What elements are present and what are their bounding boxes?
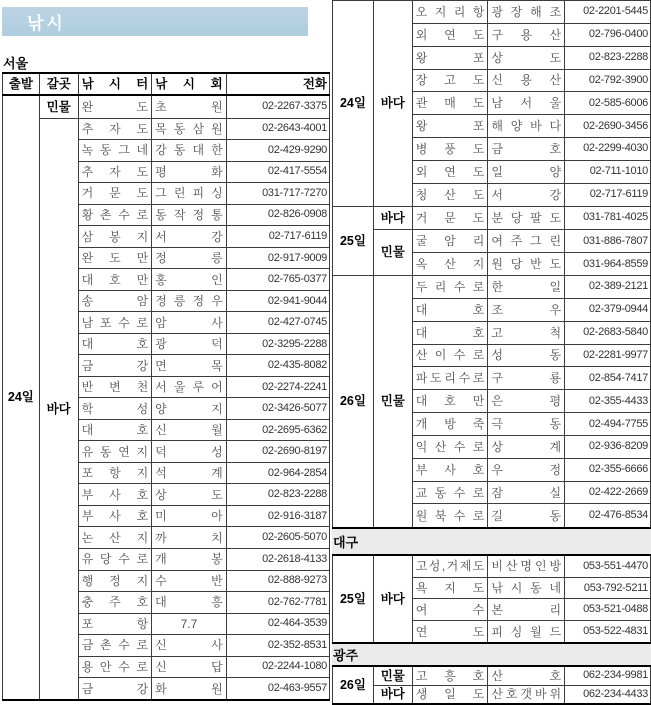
left-column bbox=[2, 0, 330, 701]
phone-cell: 053-551-4470 bbox=[565, 555, 651, 577]
phone-cell: 02-494-7755 bbox=[565, 413, 651, 436]
spot-cell: 포 항 지 bbox=[78, 462, 152, 484]
club-cell: 서 강 bbox=[152, 226, 227, 248]
phone-cell: 02-2201-5445 bbox=[565, 1, 651, 24]
spot-cell: 대 호 bbox=[78, 333, 152, 355]
dest-type-cell: 바다 bbox=[39, 118, 78, 700]
phone-cell: 02-435-8082 bbox=[226, 355, 329, 377]
club-cell: 잠 실 bbox=[488, 481, 565, 504]
club-cell: 여 주 그 린 bbox=[488, 230, 565, 253]
club-cell: 초 원 bbox=[152, 95, 227, 118]
spot-cell: 개 방 죽 bbox=[412, 413, 488, 436]
phone-cell: 031-781-4025 bbox=[565, 206, 651, 230]
phone-cell: 02-3426-5077 bbox=[226, 398, 329, 420]
club-cell: 7.7 bbox=[152, 613, 227, 635]
phone-cell: 02-2267-3375 bbox=[226, 95, 329, 118]
phone-cell: 02-2274-2241 bbox=[226, 376, 329, 398]
phone-cell: 02-422-2669 bbox=[565, 481, 651, 504]
spot-cell: 유 동 연 지 bbox=[78, 441, 152, 463]
club-cell: 면 목 bbox=[152, 355, 227, 377]
club-cell: 목 동 삼 원 bbox=[152, 118, 227, 140]
club-cell: 조 우 bbox=[488, 298, 565, 321]
right-fishing-tables bbox=[332, 0, 651, 705]
spot-cell: 완 도 만 bbox=[78, 247, 152, 269]
club-cell: 구 용 산 bbox=[488, 23, 565, 46]
table-row bbox=[333, 276, 651, 299]
phone-cell: 031-886-7807 bbox=[565, 230, 651, 253]
phone-cell: 053-792-5211 bbox=[565, 577, 651, 599]
phone-cell: 02-917-9009 bbox=[226, 247, 329, 269]
depart-day-cell: 26일 bbox=[333, 666, 374, 704]
spot-cell: 파 도 리 수 로 bbox=[412, 367, 488, 390]
spot-cell: 고 성 , 거 제 도 bbox=[412, 555, 488, 577]
club-cell: 남 서 울 bbox=[488, 92, 565, 115]
club-cell: 평 화 bbox=[152, 161, 227, 183]
club-cell: 그 린 피 싱 bbox=[152, 183, 227, 205]
club-cell: 덕 성 bbox=[152, 441, 227, 463]
phone-cell: 02-796-0400 bbox=[565, 23, 651, 46]
dest-type-cell: 바다 bbox=[373, 555, 412, 643]
table-row bbox=[3, 118, 330, 140]
club-cell: 상 도 bbox=[152, 484, 227, 506]
table-row bbox=[333, 1, 651, 24]
spot-cell: 청 산 도 bbox=[412, 183, 488, 206]
phone-cell: 02-2244-1080 bbox=[226, 656, 329, 678]
spot-cell: 오 지 리 항 bbox=[412, 1, 488, 24]
club-cell: 개 봉 bbox=[152, 548, 227, 570]
phone-cell: 031-964-8559 bbox=[565, 253, 651, 276]
spot-cell: 반 변 천 bbox=[78, 376, 152, 398]
seoul-fishing-table bbox=[2, 72, 330, 701]
club-cell: 신 사 bbox=[152, 635, 227, 657]
phone-cell: 02-476-8534 bbox=[565, 504, 651, 528]
phone-cell: 02-2690-3456 bbox=[565, 115, 651, 138]
spot-cell: 생 일 도 bbox=[412, 685, 488, 704]
phone-cell: 02-2683-5840 bbox=[565, 321, 651, 344]
spot-cell: 왕 포 bbox=[412, 115, 488, 138]
phone-cell: 02-429-9290 bbox=[226, 140, 329, 162]
phone-cell: 02-2605-5070 bbox=[226, 527, 329, 549]
phone-cell: 02-888-9273 bbox=[226, 570, 329, 592]
club-cell: 성 동 bbox=[488, 344, 565, 367]
phone-cell: 02-823-2288 bbox=[565, 46, 651, 69]
club-cell: 우 정 bbox=[488, 458, 565, 481]
club-cell: 양 지 bbox=[152, 398, 227, 420]
phone-cell: 02-2618-4133 bbox=[226, 548, 329, 570]
club-cell: 신 월 bbox=[152, 419, 227, 441]
spot-cell: 유 당 수 로 bbox=[78, 548, 152, 570]
club-cell: 구 룡 bbox=[488, 367, 565, 390]
phone-cell: 02-936-8209 bbox=[565, 435, 651, 458]
spot-cell: 옥 산 지 bbox=[412, 253, 488, 276]
spot-cell: 금 강 bbox=[78, 355, 152, 377]
fishing-table bbox=[2, 72, 330, 701]
table-row bbox=[333, 206, 651, 230]
club-cell: 강 동 대 한 bbox=[152, 140, 227, 162]
club-cell: 수 반 bbox=[152, 570, 227, 592]
club-cell: 원 당 반 도 bbox=[488, 253, 565, 276]
phone-cell: 02-717-6119 bbox=[226, 226, 329, 248]
spot-cell: 부 사 호 bbox=[78, 484, 152, 506]
club-cell: 신 답 bbox=[152, 656, 227, 678]
spot-cell: 충 주 호 bbox=[78, 592, 152, 614]
fishing-table bbox=[332, 0, 651, 529]
col-header-phone: 전화 bbox=[226, 73, 329, 95]
club-cell: 분 당 팔 도 bbox=[488, 206, 565, 230]
phone-cell: 02-2695-6362 bbox=[226, 419, 329, 441]
region-label-seoul: 서울 bbox=[3, 56, 29, 71]
phone-cell: 02-389-2121 bbox=[565, 276, 651, 299]
spot-cell: 외 연 도 bbox=[412, 160, 488, 183]
phone-cell: 02-352-8531 bbox=[226, 635, 329, 657]
depart-day-cell: 25일 bbox=[333, 206, 374, 275]
club-cell: 피 싱 월 드 bbox=[488, 621, 565, 643]
phone-cell: 02-823-2288 bbox=[226, 484, 329, 506]
spot-cell: 삼 봉 지 bbox=[78, 226, 152, 248]
phone-cell: 02-2643-4001 bbox=[226, 118, 329, 140]
spot-cell: 원 북 수 로 bbox=[412, 504, 488, 528]
phone-cell: 02-941-9044 bbox=[226, 290, 329, 312]
spot-cell: 대 호 bbox=[412, 321, 488, 344]
phone-cell: 02-417-5554 bbox=[226, 161, 329, 183]
club-cell: 산 호 갯 바 위 bbox=[488, 685, 565, 704]
spot-cell: 거 문 도 bbox=[78, 183, 152, 205]
table-row bbox=[333, 666, 651, 685]
phone-cell: 02-2281-9977 bbox=[565, 344, 651, 367]
phone-cell: 02-717-6119 bbox=[565, 183, 651, 206]
phone-cell: 02-585-6006 bbox=[565, 92, 651, 115]
phone-cell: 062-234-4433 bbox=[565, 685, 651, 704]
phone-cell: 02-3295-2288 bbox=[226, 333, 329, 355]
club-cell: 광 덕 bbox=[152, 333, 227, 355]
spot-cell: 남 포 수 로 bbox=[78, 312, 152, 334]
spot-cell: 부 사 호 bbox=[78, 505, 152, 527]
club-cell: 상 도 bbox=[488, 46, 565, 69]
club-cell: 극 동 bbox=[488, 413, 565, 436]
col-header-dest: 갈곳 bbox=[39, 73, 78, 95]
phone-cell: 02-427-0745 bbox=[226, 312, 329, 334]
phone-cell: 02-355-6666 bbox=[565, 458, 651, 481]
phone-cell: 02-355-4433 bbox=[565, 390, 651, 413]
phone-cell: 062-234-9981 bbox=[565, 666, 651, 685]
club-cell: 미 아 bbox=[152, 505, 227, 527]
club-cell: 한 일 bbox=[488, 276, 565, 299]
page-title-bar bbox=[2, 7, 308, 36]
phone-cell: 02-916-3187 bbox=[226, 505, 329, 527]
page-title: 낚시 bbox=[27, 14, 66, 33]
spot-cell: 왕 포 bbox=[412, 46, 488, 69]
phone-cell: 031-717-7270 bbox=[226, 183, 329, 205]
spot-cell: 학 성 bbox=[78, 398, 152, 420]
spot-cell: 금 강 bbox=[78, 678, 152, 700]
fishing-table bbox=[332, 554, 651, 644]
spot-cell: 대 호 만 bbox=[412, 390, 488, 413]
phone-cell: 02-711-1010 bbox=[565, 160, 651, 183]
phone-cell: 02-854-7417 bbox=[565, 367, 651, 390]
table-row bbox=[333, 230, 651, 253]
dest-type-cell: 민물 bbox=[39, 95, 78, 118]
phone-cell: 02-379-0944 bbox=[565, 298, 651, 321]
spot-cell: 완 도 bbox=[78, 95, 152, 118]
table-row bbox=[333, 685, 651, 704]
club-cell: 암 사 bbox=[152, 312, 227, 334]
dest-type-cell: 바다 bbox=[373, 1, 412, 207]
spot-cell: 욕 지 도 bbox=[412, 577, 488, 599]
spot-cell: 관 매 도 bbox=[412, 92, 488, 115]
club-cell: 화 원 bbox=[152, 678, 227, 700]
spot-cell: 여 수 bbox=[412, 599, 488, 621]
spot-cell: 송 암 bbox=[78, 290, 152, 312]
table-row bbox=[3, 95, 330, 118]
phone-cell: 02-792-3900 bbox=[565, 69, 651, 92]
spot-cell: 부 사 호 bbox=[412, 458, 488, 481]
depart-day-cell: 24일 bbox=[3, 95, 40, 700]
spot-cell: 대 호 bbox=[78, 419, 152, 441]
spot-cell: 두 리 수 로 bbox=[412, 276, 488, 299]
col-header-depart: 출발 bbox=[3, 73, 40, 95]
fishing-table bbox=[332, 665, 651, 705]
spot-cell: 고 흥 호 bbox=[412, 666, 488, 685]
phone-cell: 02-463-9557 bbox=[226, 678, 329, 700]
club-cell: 해 양 바 다 bbox=[488, 115, 565, 138]
region-label-daegu: 대구 bbox=[332, 529, 651, 554]
spot-cell: 금 촌 수 로 bbox=[78, 635, 152, 657]
club-cell: 본 리 bbox=[488, 599, 565, 621]
club-cell: 신 용 산 bbox=[488, 69, 565, 92]
depart-day-cell: 25일 bbox=[333, 555, 374, 643]
phone-cell: 02-964-2854 bbox=[226, 462, 329, 484]
phone-cell: 02-826-0908 bbox=[226, 204, 329, 226]
club-cell: 낚 시 동 네 bbox=[488, 577, 565, 599]
region-label-gwangju: 광주 bbox=[332, 644, 651, 665]
depart-day-cell: 24일 bbox=[333, 1, 374, 207]
dest-type-cell: 민물 bbox=[373, 230, 412, 276]
table-row bbox=[333, 555, 651, 577]
spot-cell: 녹 동 그 네 bbox=[78, 140, 152, 162]
club-cell: 까 치 bbox=[152, 527, 227, 549]
spot-cell: 대 호 만 bbox=[78, 269, 152, 291]
phone-cell: 02-765-0377 bbox=[226, 269, 329, 291]
spot-cell: 병 풍 도 bbox=[412, 138, 488, 161]
spot-cell: 연 도 bbox=[412, 621, 488, 643]
phone-cell: 02-2299-4030 bbox=[565, 138, 651, 161]
spot-cell: 장 고 도 bbox=[412, 69, 488, 92]
spot-cell: 산 이 수 로 bbox=[412, 344, 488, 367]
dest-type-cell: 바다 bbox=[373, 685, 412, 704]
club-cell: 상 계 bbox=[488, 435, 565, 458]
club-cell: 서 울 루 어 bbox=[152, 376, 227, 398]
club-cell: 대 흥 bbox=[152, 592, 227, 614]
depart-day-cell: 26일 bbox=[333, 276, 374, 528]
dest-type-cell: 민물 bbox=[373, 666, 412, 685]
spot-cell: 추 자 도 bbox=[78, 118, 152, 140]
club-cell: 홍 인 bbox=[152, 269, 227, 291]
spot-cell: 용 안 수 로 bbox=[78, 656, 152, 678]
club-cell: 길 동 bbox=[488, 504, 565, 528]
phone-cell: 02-464-3539 bbox=[226, 613, 329, 635]
spot-cell: 익 산 수 로 bbox=[412, 435, 488, 458]
club-cell: 산 호 bbox=[488, 666, 565, 685]
spot-cell: 대 호 bbox=[412, 298, 488, 321]
club-cell: 금 호 bbox=[488, 138, 565, 161]
spot-cell: 추 자 도 bbox=[78, 161, 152, 183]
spot-cell: 굴 암 리 bbox=[412, 230, 488, 253]
spot-cell: 외 연 도 bbox=[412, 23, 488, 46]
spot-cell: 황 촌 수 로 bbox=[78, 204, 152, 226]
club-cell: 비 산 명 인 방 bbox=[488, 555, 565, 577]
right-column bbox=[332, 0, 651, 705]
dest-type-cell: 바다 bbox=[373, 206, 412, 230]
spot-cell: 행 정 지 bbox=[78, 570, 152, 592]
club-cell: 광 장 해 조 bbox=[488, 1, 565, 24]
phone-cell: 02-2690-8197 bbox=[226, 441, 329, 463]
spot-cell: 포 항 bbox=[78, 613, 152, 635]
club-cell: 정 릉 bbox=[152, 247, 227, 269]
club-cell: 서 강 bbox=[488, 183, 565, 206]
phone-cell: 02-762-7781 bbox=[226, 592, 329, 614]
phone-cell: 053-521-0488 bbox=[565, 599, 651, 621]
phone-cell: 053-522-4831 bbox=[565, 621, 651, 643]
spot-cell: 거 문 도 bbox=[412, 206, 488, 230]
spot-cell: 교 동 수 로 bbox=[412, 481, 488, 504]
header-row bbox=[3, 73, 330, 95]
club-cell: 일 양 bbox=[488, 160, 565, 183]
col-header-club: 낚 시 회 bbox=[152, 73, 227, 95]
spot-cell: 논 산 지 bbox=[78, 527, 152, 549]
dest-type-cell: 민물 bbox=[373, 276, 412, 528]
club-cell: 고 척 bbox=[488, 321, 565, 344]
club-cell: 동 작 정 통 bbox=[152, 204, 227, 226]
club-cell: 은 평 bbox=[488, 390, 565, 413]
club-cell: 석 계 bbox=[152, 462, 227, 484]
club-cell: 정 릉 정 우 bbox=[152, 290, 227, 312]
col-header-spot: 낚 시 터 bbox=[78, 73, 152, 95]
